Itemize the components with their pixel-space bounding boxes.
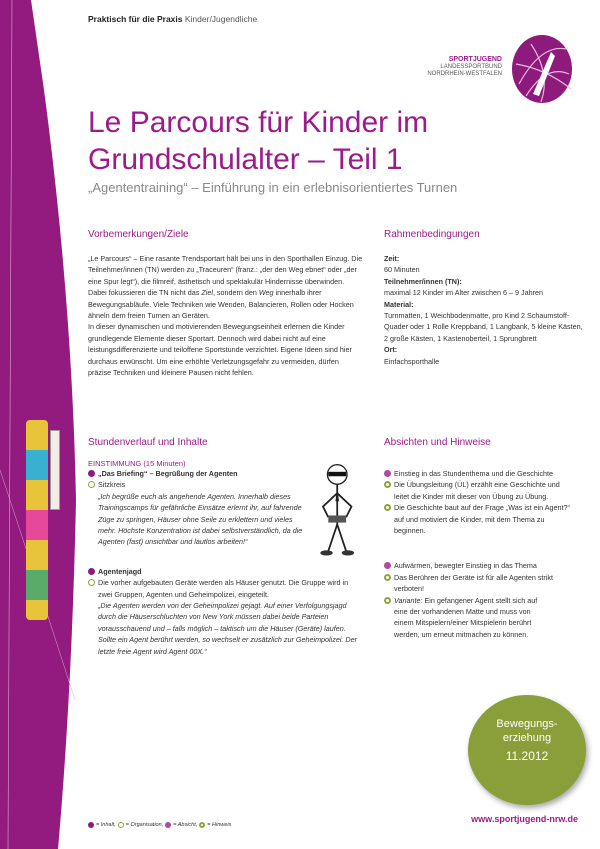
organisation-icon: [88, 481, 95, 488]
page-subtitle: „Agententraining“ – Einführung in ein erlebnisorientiertes Turnen: [88, 180, 458, 195]
sticker-tag: [50, 430, 60, 510]
section-vorbemerkungen: [88, 229, 363, 378]
section-heading: Absichten und Hinweise: [384, 437, 491, 448]
inhalt-icon: [88, 470, 95, 477]
section-heading: Stundenverlauf und Inhalte: [88, 437, 208, 448]
label: Material:: [384, 299, 414, 309]
intro-paragraph: „Le Parcours“ – Eine rasante Trendsportart hält bei uns in den Sporthallen Einzug. Die Teilnehmer/innen (TN) werden zu „Traceuren“ (franz.: „der den Weg ebnet“ oder „der eine Spur legt“), die filmreif, ästhetisch und spektakulär Hindernisse überwinden. Dabei fokussieren die TN nicht das Ziel, sondern den Weg innerhalb ihrer Bewegungsabläufe. Viele Techniken wie Wenden, Balancieren, Rollen oder Hocken ähneln dem freien Turnen an Geräten.: [88, 254, 363, 321]
sportjugend-logo-text: SPORTJUGEND LANDESSPORTBUND NORDRHEIN-WESTFALEN: [427, 56, 502, 77]
absicht-icon: [165, 822, 171, 828]
label: Teilnehmer/innen (TN):: [384, 276, 462, 286]
section-heading: Rahmenbedingungen: [384, 229, 480, 240]
hinweis-icon: [384, 504, 391, 511]
section-heading: Vorbemerkungen/Ziele: [88, 229, 189, 240]
absicht-icon: [384, 470, 391, 477]
intro-paragraph-2: In dieser dynamischen und motivierenden Bewegungseinheit erlernen die Kinder grundlegende Elemente dieser Sportart. Dennoch wird dabei nicht auf eine leistungsdifferenzierte und teiloffene Sportstunde verzichtet. Eigene Ideen sind hier durchaus erwünscht. Um eine erhöhte Verletzungsgefahr zu vermeiden, dürfen präzise Techniken und kleinere Pausen nicht fehlen.: [88, 322, 352, 378]
hinweis-icon: [384, 574, 391, 581]
phase-heading: EINSTIMMUNG (15 Minuten): [88, 459, 186, 468]
label: Zeit:: [384, 254, 400, 263]
inhalt-icon: [88, 568, 95, 575]
agent-stickman-illustration: [314, 462, 364, 560]
hinweis-icon: [199, 822, 205, 828]
website-link[interactable]: www.sportjugend-nrw.de: [471, 814, 578, 824]
hinweis-icon: [384, 597, 391, 604]
page-header: Praktisch für die Praxis Kinder/Jugendliche: [88, 14, 258, 24]
label: Ort:: [384, 345, 398, 355]
icon-legend: = Inhalt, = Organisation, = Absicht, = Hinweis: [88, 822, 231, 828]
organisation-icon: [88, 579, 95, 586]
section-stundenverlauf: Stundenverlauf und Inhalte EINSTIMMUNG (15 Minuten) „Das Briefing“ – Begrüßung der Agenten Sitzkreis „Ich begrüße euch als angehende Agenten. Innerhalb dieses Trainingscamps für gefährliche Einsätze erlernt ihr, auf fahrende Züge zu springen, Häuser ohne Seile zu erklettern und vieles mehr. Höchste Konzentration ist dabei selbstverständlich, da die Agenten (fast) unsichtbar und lautlos arbeiten!“ Agentenjagd Die vorher aufgebauten Geräte werden als Häuser genutzt. Die Gruppe wird in zwei Gruppen, Agenten und Geheimpolizei, eingeteilt. „Die Agenten werden von der Geheimpolizei gejagt. Auf einer Verfolgungsjagd durch die Häuserschluchten von New York müssen dabei beide Parteien vorausschauend und – falls möglich – taktisch um die Häuser (Geräte) laufen. Sollte ein Agent berührt werden, so wechselt er zusätzlich zur Geheimpolizei. Der letzte freie Agent wird Agent 00X.“: [88, 437, 363, 657]
section-rahmenbedingungen: Rahmenbedingungen Zeit: 60 Minuten Teilnehmer/innen (TN): maximal 12 Kinder im Alter zwischen 6 – 9 Jahren Material: Turnmatten, 1 Weichbodenmatte, pro Kind 2 Schaumstoff-Quader oder 1 Rolle Kreppband, 1 Langbank, 5 kleine Kästen, 2 große Kästen, 1 Kastenoberteil, 1 Sprungbrett Ort: Einfachsporthalle: [384, 229, 583, 366]
inhalt-icon: [88, 822, 94, 828]
topic-badge: Bewegungs- erziehung 11.2012: [468, 695, 586, 805]
absicht-icon: [384, 562, 391, 569]
section-absichten: Absichten und Hinweise Einstieg in das Stundenthema und die Geschichte Die Übungsleitung (ÜL) erzählt eine Geschichte und leitet die Kinder mit dieser von Übung zu Übung. Die Geschichte baut auf der Frage „Was ist ein Agent?“ auf und motiviert die Kinder, mit dem Thema zu beginnen. Aufwärmen, bewegter Einstieg in das Thema Das Berühren der Geräte ist für alle Agenten strikt verboten! Variante: Ein gefangener Agent stellt sich auf eine der vorhandenen Matte und muss von einem Mitspielern/einer Mitspielerin berührt werden, um erneut mitmachen zu können.: [384, 437, 584, 640]
page-title: Le Parcours für Kinder im Grundschulalter – Teil 1: [88, 106, 429, 176]
hinweis-icon: [384, 481, 391, 488]
organisation-icon: [118, 822, 124, 828]
sportjugend-logo-icon: [511, 34, 573, 104]
